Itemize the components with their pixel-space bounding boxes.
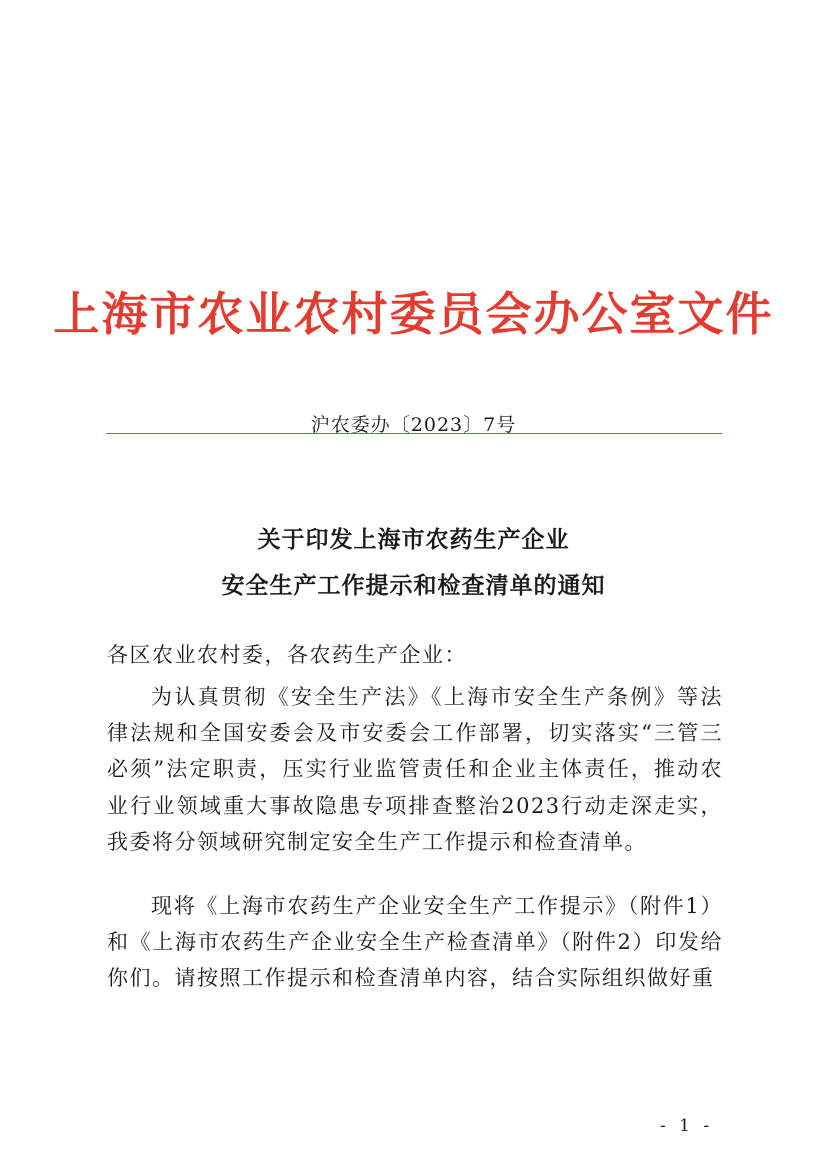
document-number: 沪农委办〔2023〕7号 [310, 414, 517, 436]
issuing-authority-header: 上海市农业农村委员会办公室文件 [53, 287, 774, 341]
body-paragraph-1: 为认真贯彻《安全生产法》《上海市安全生产条例》等法律法规和全国安委会及市安委会工作部署，切实落实“三管三必须”法定职责，压实行业监管责任和企业主体责任，推动农业行业领域重大事故隐患专项排查整治2023行动走深走实，我委将分领域研究制定安全生产工作提示和检查清单。 [107, 685, 723, 854]
body-paragraph-2: 现将《上海市农药生产企业安全生产工作提示》（附件1）和《上海市农药生产企业安全生产检查清单》（附件2）印发给你们。请按照工作提示和检查清单内容，结合实际组织做好重 [107, 894, 723, 991]
page-number: - 1 - [660, 1116, 714, 1136]
salutation: 各区农业农村委，各农药生产企业： [107, 643, 467, 667]
notice-title-line-2: 安全生产工作提示和检查清单的通知 [221, 572, 606, 599]
notice-title-line-1: 关于印发上海市农药生产企业 [257, 526, 570, 553]
red-separator-line [106, 433, 722, 434]
